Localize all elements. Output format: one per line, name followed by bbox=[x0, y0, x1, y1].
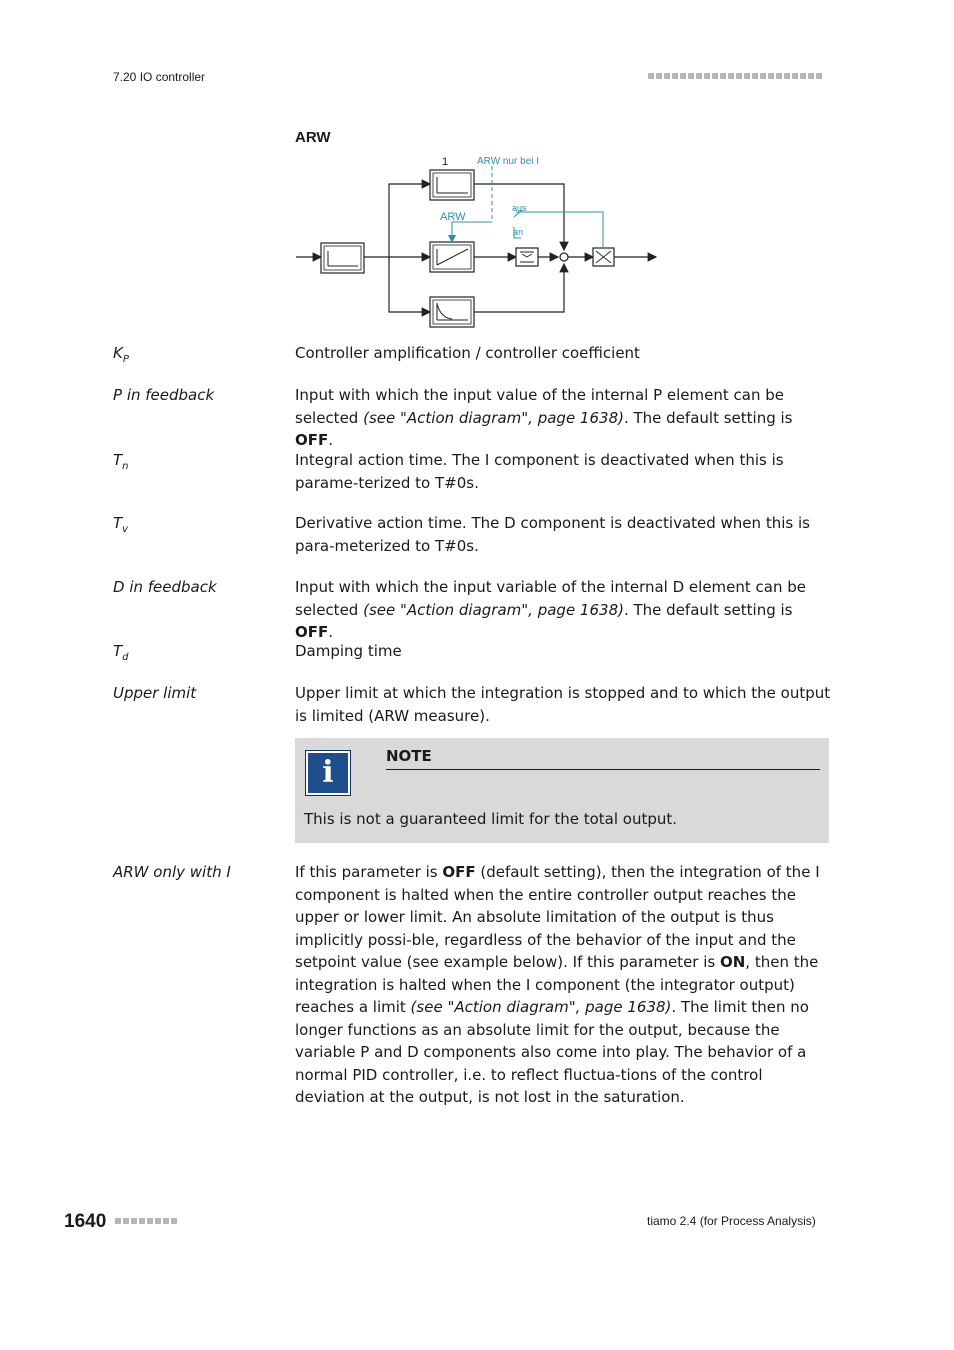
param-description: Derivative action time. The D component is deactivated when this is para-meterized to T#0s. bbox=[295, 514, 810, 555]
product-name: tiamo 2.4 (for Process Analysis) bbox=[647, 1214, 816, 1228]
info-icon: i bbox=[305, 750, 351, 796]
header-decoration bbox=[648, 73, 822, 79]
note-title: NOTE bbox=[386, 747, 432, 765]
param-description: Upper limit at which the integration is stopped and to which the output is limited (ARW measure). bbox=[295, 684, 831, 725]
limiter-block bbox=[516, 248, 538, 266]
param-term: $T_n$ bbox=[113, 451, 129, 472]
d-block bbox=[430, 297, 474, 327]
note-divider bbox=[386, 769, 820, 770]
param-term: $T_v$ bbox=[113, 514, 129, 535]
label-an: an bbox=[513, 227, 524, 237]
param-description: If this parameter is OFF (default setting), then the integration of the I component is halted when the entire controller output reaches the upper or lower limit. An absolute limitation of the output is thus implicitly possi-ble, regardless of the behavior of the input and the setpoint value (see example below). If this parameter is ON, then the integration is halted when the I component (the integrator output) reaches a limit (see "Action diagram", page 1638). The limit then no longer functions as an absolute limit for the output, because the variable P and D components also come into play. The behavior of a normal PID controller, i.e. to reflect fluctua-tions of the control deviation at the output, is not lost in the saturation. bbox=[295, 863, 820, 1106]
param-term: D in feedback bbox=[113, 578, 217, 596]
footer-decoration bbox=[115, 1218, 177, 1224]
note-box bbox=[295, 738, 829, 843]
label-one: 1 bbox=[442, 156, 449, 168]
param-description: Input with which the input variable of the internal D element can be selected (see "Action diagram", page 1638). The default setting is OFF. bbox=[295, 578, 807, 641]
param-term: $K_P$ bbox=[113, 344, 129, 365]
param-description: Controller amplification / controller coefficient bbox=[295, 344, 640, 362]
arw-block-diagram bbox=[290, 150, 670, 335]
cross-reference-link[interactable]: (see "Action diagram", page 1638) bbox=[363, 600, 624, 619]
running-header: 7.20 IO controller bbox=[113, 70, 206, 84]
note-text: This is not a guaranteed limit for the total output. bbox=[304, 810, 678, 828]
label-aus: aus bbox=[512, 203, 527, 213]
param-term: $T_d$ bbox=[113, 642, 129, 663]
p-block bbox=[430, 170, 474, 200]
cross-reference-link[interactable]: (see "Action diagram", page 1638) bbox=[410, 998, 672, 1016]
input-block bbox=[321, 243, 364, 273]
label-arw: ARW bbox=[440, 211, 466, 223]
param-term: ARW only with I bbox=[113, 863, 231, 881]
summing-point bbox=[560, 253, 568, 261]
label-arw-nur-bei-i: ARW nur bei I bbox=[477, 156, 540, 167]
param-description: Input with which the input value of the internal P element can be selected (see "Action diagram", page 1638). The default setting is OFF. bbox=[295, 386, 793, 449]
param-term: P in feedback bbox=[113, 386, 215, 404]
i-block bbox=[430, 242, 474, 272]
output-limiter-block bbox=[593, 248, 614, 266]
param-description: Integral action time. The I component is deactivated when this is parame-terized to T#0s. bbox=[295, 451, 784, 492]
param-term: Upper limit bbox=[113, 684, 197, 702]
param-description: Damping time bbox=[295, 642, 402, 660]
cross-reference-link[interactable]: (see "Action diagram", page 1638) bbox=[363, 408, 624, 427]
figure-title: ARW bbox=[295, 129, 331, 146]
page-number: 1640 bbox=[64, 1211, 107, 1232]
